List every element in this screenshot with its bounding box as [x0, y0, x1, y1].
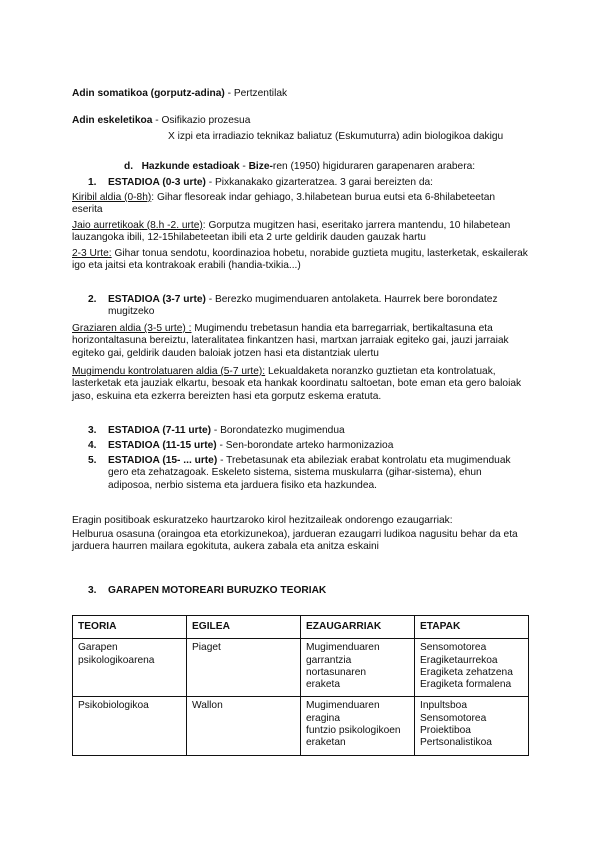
cell-line: Inpultsboa: [420, 700, 468, 712]
stage-2-text: - Berezko mugimenduaren antolaketa. Haurrek bere borondatez mugitzeko: [108, 294, 498, 318]
stage-3-number: 3.: [88, 425, 97, 436]
stage-1-number: 1.: [88, 177, 97, 188]
header-egilea: EGILEA: [187, 616, 301, 639]
skeletal-age-text: - Osifikazio prozesua: [152, 115, 251, 126]
stage-4-text: - Sen-borondate arteko harmonizazioa: [216, 440, 394, 451]
skeletal-age-line: [72, 115, 532, 127]
cell-line: eraketa: [306, 679, 340, 691]
stage-3-item: [88, 425, 528, 437]
stage-4-item: [88, 440, 528, 452]
table-header-row: [73, 616, 529, 639]
growth-stages-marker: d.: [124, 161, 134, 172]
header-teoria: TEORIA: [73, 616, 187, 639]
cell-egilea: Piaget: [187, 639, 301, 697]
cell-line: Mugimenduaren: [306, 642, 380, 654]
section-3-heading: [88, 585, 528, 597]
stage-1-period-b-label: Jaio aurretikoak (8.h -2. urte): [72, 220, 203, 231]
stage-1-item: [88, 177, 528, 189]
stage-1-period-a-label: Kiribil aldia (0-8h): [72, 192, 152, 203]
stage-2-title: ESTADIOA (3-7 urte): [108, 294, 206, 305]
stage-1-title: ESTADIOA (0-3 urte): [108, 177, 206, 188]
stage-5-title: ESTADIOA (15- ... urte): [108, 455, 218, 466]
stage-1-period-c: [72, 248, 528, 273]
stage-2-item: [88, 294, 528, 319]
cell-line: funtzio psikologikoen: [306, 725, 401, 737]
skeletal-age-title: Adin eskeletikoa: [72, 115, 153, 126]
cell-line: Mugimenduaren eragina: [306, 700, 380, 724]
stage-2-period-a: [72, 323, 530, 360]
cell-ezaugarriak: [301, 697, 415, 755]
positive-effects-detail: Helburua osasuna (oraingoa eta etorkizunekoa), jardueran ezaugarri ludikoa nagusitu behar da eta jarduera haurren mailara egokituta, aukera zabala eta anitza eskaini: [72, 529, 518, 553]
cell-line: Pertsonalistikoa: [420, 737, 492, 749]
section-3-number: 3.: [88, 585, 97, 596]
cell-line: Sensomotorea: [420, 642, 487, 654]
table-row: [73, 639, 529, 697]
cell-line: Eragiketa formalena: [420, 679, 512, 691]
stage-5-number: 5.: [88, 455, 97, 466]
stage-3-text: - Borondatezko mugimendua: [211, 425, 345, 436]
stage-2-period-b-label: Mugimendu kontrolatuaren aldia (5-7 urte):: [72, 366, 266, 377]
stage-1-period-a-text: : Gihar flesoreak indar gehiago, 3.hilabetean burua eutsi eta 6-8hilabeteetan eserita: [72, 192, 496, 216]
growth-stages-sep: -: [239, 161, 249, 172]
stage-2-period-b-text: Lekualdaketa noranzko guztietan eta kontrolatuak, lasterketak eta jauziak elkartu, besoak eta hankak koordinatu saltoetan, bote eman eta gero baloiak jaso, eskuina eta ezkerra bereizten hasi eta gorputz eskema eratuta.: [72, 366, 522, 402]
growth-stages-text: ren (1950) higiduraren garapenaren arabera:: [272, 161, 476, 172]
stage-2-number: 2.: [88, 294, 97, 305]
skeletal-age-detail: X izpi eta irradiazio teknikaz baliatuz (Eskumuturra) adin biologikoa dakigu: [168, 131, 504, 142]
stage-2-period-a-text: Mugimendu trebetasun handia eta barregarriak, bertikaltasuna eta horizontaltasuna bereiztu, lateralitatea finkantzen hasi, martxan jarraiak egiteko gai, jauzi jarraiak egiteko gai, geldirik dauden baloiak jotzen hasi eta distantziak ulertu: [72, 323, 509, 359]
cell-line: Eragiketaurrekoa: [420, 654, 498, 666]
stage-1-period-b-text: : Gorputza mugitzen hasi, eseritako jarrera mantendu, 10 hilabetean lauzangoka ibili, 12-15hilabeteetan ibili eta 2 urte geldirik dauden gauzak hartu: [72, 220, 511, 244]
cell-etapak: [415, 697, 529, 755]
cell-line: eraketan: [306, 737, 346, 749]
positive-effects-intro: Eragin positiboak eskuratzeko haurtzaroko kirol hezitzaileak ondorengo ezaugarriak:: [72, 515, 453, 526]
stage-5-text: - Trebetasunak eta abileziak erabat kontrolatu eta mugimenduak gero eta zehatzagoak. Eskeleto sistema, sistema muskularra (gihar-sistema), ehun adiposoa, nerbio sistema eta jarduera fisiko eta hazkundea.: [108, 455, 511, 491]
table-row: [73, 697, 529, 755]
section-3-title: GARAPEN MOTOREARI BURUZKO TEORIAK: [108, 585, 327, 596]
somatic-age-text: - Pertzentilak: [224, 88, 288, 99]
growth-stages-author: Bize-: [248, 161, 273, 172]
cell-line: Proiektiboa: [420, 725, 471, 737]
stage-3-title: ESTADIOA (7-11 urte): [108, 425, 212, 436]
stage-5-item: [88, 455, 528, 492]
stage-1-text: - Pixkanakako gizarteratzea. 3 garai bereizten da:: [205, 177, 434, 188]
cell-ezaugarriak: [301, 639, 415, 697]
header-etapak: ETAPAK: [415, 616, 529, 639]
cell-etapak: [415, 639, 529, 697]
growth-stages-heading: [124, 161, 544, 173]
cell-line: Sensomotorea: [420, 712, 487, 724]
stage-1-period-a: [72, 192, 528, 217]
cell-line: Psikobiologikoa: [78, 700, 149, 712]
stage-1-period-b: [72, 220, 528, 245]
cell-teoria: [73, 697, 187, 755]
somatic-age-line: [72, 88, 532, 100]
somatic-age-title: Adin somatikoa (gorputz-adina): [72, 88, 225, 99]
cell-line: Garapen: [78, 642, 118, 654]
stage-2-period-b: [72, 366, 530, 403]
cell-line: psikologikoarena: [78, 654, 155, 666]
growth-stages-title: Hazkunde estadioak: [141, 161, 240, 172]
cell-egilea: Wallon: [187, 697, 301, 755]
stage-1-period-c-text: Gihar tonua sendotu, koordinazioa hobetu, norabide guztieta mugitu, lasterketak, eskailerak igo eta jaitsi eta kontrakoak erabili (handia-txikia...): [72, 248, 528, 272]
stage-4-number: 4.: [88, 440, 97, 451]
cell-line: garrantzia nortasunaren: [306, 654, 367, 678]
stage-2-period-a-label: Graziaren aldia (3-5 urte) :: [72, 323, 192, 334]
cell-teoria: [73, 639, 187, 697]
cell-line: Eragiketa zehatzena: [420, 666, 513, 678]
theories-table: [72, 615, 529, 756]
header-ezaugarriak: EZAUGARRIAK: [301, 616, 415, 639]
stage-1-period-c-label: 2-3 Urte:: [72, 248, 112, 259]
stage-4-title: ESTADIOA (11-15 urte): [108, 440, 217, 451]
